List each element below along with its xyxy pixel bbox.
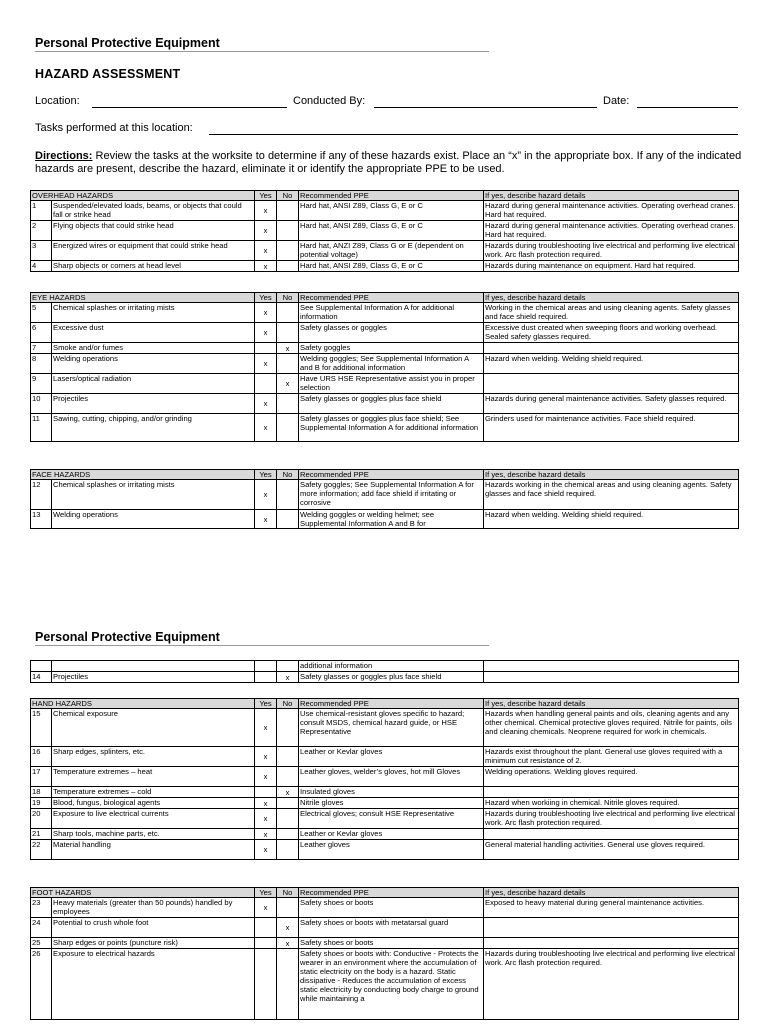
- page-header: Personal Protective Equipment: [35, 36, 220, 50]
- hazard-description: Sharp objects or corners at head level: [52, 261, 255, 272]
- yes-checkbox[interactable]: [255, 918, 277, 938]
- no-checkbox[interactable]: [277, 323, 299, 343]
- yes-checkbox[interactable]: [255, 949, 277, 1020]
- table-row: [31, 898, 739, 918]
- no-checkbox[interactable]: [277, 829, 299, 840]
- form-title: HAZARD ASSESSMENT: [35, 67, 181, 81]
- section-header-row: [31, 191, 739, 201]
- no-checkbox[interactable]: [277, 798, 299, 809]
- table-row: [31, 354, 739, 374]
- table-row: [31, 949, 739, 1020]
- location-label: Location:: [35, 95, 80, 107]
- hazard-details[interactable]: Welding operations. Welding gloves required.: [484, 767, 739, 787]
- hazard-details[interactable]: Hazard when workiing in chemical. Nitrile gloves required.: [484, 798, 739, 809]
- date-label: Date:: [603, 95, 630, 107]
- yes-checkbox[interactable]: x: [255, 394, 277, 414]
- ppe-column-header: Recommended PPE: [299, 888, 484, 898]
- no-checkbox[interactable]: [277, 414, 299, 442]
- row-number: 23: [31, 898, 52, 918]
- no-checkbox[interactable]: x: [277, 374, 299, 394]
- no-checkbox[interactable]: [277, 949, 299, 1020]
- yes-checkbox[interactable]: [255, 938, 277, 949]
- page2-header: Personal Protective Equipment: [35, 630, 220, 644]
- recommended-ppe: Welding goggles; See Supplemental Information A and B for additional information: [299, 354, 484, 374]
- table-row: [31, 394, 739, 414]
- no-checkbox[interactable]: x: [277, 343, 299, 354]
- hazard-details[interactable]: Hazards during troubleshooting live electrical and performing live electrical work. Arc flash protection required.: [484, 241, 739, 261]
- row-number: 2: [31, 221, 52, 241]
- table-row: [31, 709, 739, 747]
- table-row: [31, 261, 739, 272]
- no-checkbox[interactable]: x: [277, 672, 299, 683]
- recommended-ppe: Safety glasses or goggles: [299, 323, 484, 343]
- hazard-details[interactable]: Hazard during general maintenance activities. Operating overhead cranes. Hard hat required.: [484, 221, 739, 241]
- row-number: 7: [31, 343, 52, 354]
- hazard-description: Sharp tools, machine parts, etc.: [52, 829, 255, 840]
- recommended-ppe: Safety shoes or boots with: Conductive - Protects the wearer in an environment where the accumulation of static electricity on the body is a hazard. Static dissipative - Reduces the accumulation of excess static electricity by conducting body charge to ground while maintaining a: [299, 949, 484, 1020]
- recommended-ppe: Hard hat, ANSI Z89, Class G, E or C: [299, 261, 484, 272]
- hazard-details[interactable]: [484, 343, 739, 354]
- location-field[interactable]: [92, 107, 287, 108]
- no-checkbox[interactable]: [277, 201, 299, 221]
- row-number: 24: [31, 918, 52, 938]
- row-number: 26: [31, 949, 52, 1020]
- section-header-row: [31, 470, 739, 480]
- hazard-details[interactable]: Hazards working in the chemical areas and using cleaning agents. Safety glasses and face shield required.: [484, 480, 739, 510]
- recommended-ppe: Leather gloves, welder’s gloves, hot mill Gloves: [299, 767, 484, 787]
- section-title: OVERHEAD HAZARDS: [31, 191, 255, 201]
- yes-checkbox[interactable]: [255, 343, 277, 354]
- row-number: 5: [31, 303, 52, 323]
- table-row: [31, 840, 739, 860]
- hazard-description: Material handling: [52, 840, 255, 860]
- hazard-description: Chemical exposure: [52, 709, 255, 747]
- hazard-description: Heavy materials (greater than 50 pounds) handled by employees: [52, 898, 255, 918]
- conducted-by-field[interactable]: [374, 107, 597, 108]
- section-title: FACE HAZARDS: [31, 470, 255, 480]
- recommended-ppe: Safety glasses or goggles plus face shield; See Supplemental Information A for additional information: [299, 414, 484, 442]
- yes-checkbox[interactable]: x: [255, 241, 277, 261]
- row-number: 3: [31, 241, 52, 261]
- ppe-column-header: Recommended PPE: [299, 191, 484, 201]
- details-column-header: If yes, describe hazard details: [484, 470, 739, 480]
- yes-checkbox[interactable]: x: [255, 840, 277, 860]
- row-number: 21: [31, 829, 52, 840]
- table-row: [31, 323, 739, 343]
- hazard-details[interactable]: Hazard during general maintenance activities. Operating overhead cranes. Hard hat required.: [484, 201, 739, 221]
- face-hazards-continued-table: [30, 660, 739, 683]
- hazard-description: Sharp edges or points (puncture risk): [52, 938, 255, 949]
- hazard-details[interactable]: [484, 787, 739, 798]
- yes-column-header: Yes: [255, 470, 277, 480]
- table-row: [31, 303, 739, 323]
- recommended-ppe: Insulated gloves: [299, 787, 484, 798]
- recommended-ppe: Use chemical-resistant gloves specific to hazard; consult MSDS, chemical hazard guide, or HSE Representative: [299, 709, 484, 747]
- row-number: 16: [31, 747, 52, 767]
- hazard-description: Welding operations: [52, 354, 255, 374]
- no-checkbox[interactable]: [277, 221, 299, 241]
- row-number: 13: [31, 510, 52, 529]
- foot-hazards-table: [30, 887, 739, 1020]
- recommended-ppe: Welding goggles or welding helmet; see Supplemental Information A and B for: [299, 510, 484, 529]
- section-header-row: [31, 699, 739, 709]
- yes-checkbox[interactable]: x: [255, 354, 277, 374]
- date-field[interactable]: [637, 107, 738, 108]
- row-number: 17: [31, 767, 52, 787]
- hazard-details[interactable]: [484, 918, 739, 938]
- table-row: [31, 767, 739, 787]
- no-checkbox[interactable]: [277, 510, 299, 529]
- table-row: [31, 221, 739, 241]
- header-rule: [35, 51, 489, 52]
- hazard-details[interactable]: Grinders used for maintenance activities. Face shield required.: [484, 414, 739, 442]
- table-row: [31, 661, 739, 672]
- row-number: 22: [31, 840, 52, 860]
- row-number: 12: [31, 480, 52, 510]
- recommended-ppe: Safety shoes or boots: [299, 898, 484, 918]
- hazard-details[interactable]: Hazards during troubleshooting live electrical and performing live electrical work. Arc flash protection required.: [484, 809, 739, 829]
- no-checkbox[interactable]: x: [277, 787, 299, 798]
- yes-checkbox[interactable]: x: [255, 709, 277, 747]
- hazard-description: Blood, fungus, biological agents: [52, 798, 255, 809]
- yes-checkbox[interactable]: x: [255, 323, 277, 343]
- recommended-ppe: additional information: [299, 661, 484, 672]
- hazard-details[interactable]: Hazards exist throughout the plant. General use gloves required with a minimum cut resistance of 2.: [484, 747, 739, 767]
- table-row: [31, 747, 739, 767]
- yes-column-header: Yes: [255, 699, 277, 709]
- hazard-description: Sharp edges, splinters, etc.: [52, 747, 255, 767]
- no-column-header: No: [277, 699, 299, 709]
- row-number: 4: [31, 261, 52, 272]
- no-column-header: No: [277, 888, 299, 898]
- yes-checkbox[interactable]: x: [255, 747, 277, 767]
- table-row: [31, 241, 739, 261]
- hazard-description: Lasers/optical radiation: [52, 374, 255, 394]
- row-number: 11: [31, 414, 52, 442]
- row-number: [31, 661, 52, 672]
- row-number: 25: [31, 938, 52, 949]
- recommended-ppe: Safety shoes or boots: [299, 938, 484, 949]
- hazard-details[interactable]: Hazards during general maintenance activities. Safety glasses required.: [484, 394, 739, 414]
- hazard-details[interactable]: Working in the chemical areas and using cleaning agents. Safety glasses and face shield required.: [484, 303, 739, 323]
- hazard-description: Welding operations: [52, 510, 255, 529]
- no-checkbox[interactable]: [277, 709, 299, 747]
- row-number: 19: [31, 798, 52, 809]
- no-checkbox[interactable]: [277, 303, 299, 323]
- row-number: 9: [31, 374, 52, 394]
- yes-checkbox[interactable]: [255, 661, 277, 672]
- section-title: EYE HAZARDS: [31, 293, 255, 303]
- ppe-column-header: Recommended PPE: [299, 293, 484, 303]
- recommended-ppe: Safety goggles: [299, 343, 484, 354]
- recommended-ppe: Safety glasses or goggles plus face shield: [299, 394, 484, 414]
- table-row: [31, 787, 739, 798]
- no-checkbox[interactable]: [277, 354, 299, 374]
- hazard-details[interactable]: [484, 672, 739, 683]
- no-checkbox[interactable]: x: [277, 918, 299, 938]
- hazard-details[interactable]: [484, 661, 739, 672]
- no-checkbox[interactable]: [277, 241, 299, 261]
- table-row: [31, 343, 739, 354]
- yes-column-header: Yes: [255, 191, 277, 201]
- yes-checkbox[interactable]: x: [255, 303, 277, 323]
- yes-checkbox[interactable]: x: [255, 898, 277, 918]
- page2-header-rule: [35, 645, 489, 646]
- yes-checkbox[interactable]: [255, 374, 277, 394]
- table-row: [31, 480, 739, 510]
- face-hazards-table: [30, 469, 739, 529]
- table-row: [31, 809, 739, 829]
- row-number: 8: [31, 354, 52, 374]
- hazard-description: Projectiles: [52, 672, 255, 683]
- yes-column-header: Yes: [255, 293, 277, 303]
- no-checkbox[interactable]: x: [277, 938, 299, 949]
- hazard-details[interactable]: [484, 938, 739, 949]
- hazard-details[interactable]: [484, 374, 739, 394]
- yes-checkbox[interactable]: [255, 787, 277, 798]
- row-number: 18: [31, 787, 52, 798]
- hazard-details[interactable]: Excessive dust created when sweeping floors and working overhead. Sealed safety glasses required.: [484, 323, 739, 343]
- hazard-description: Chemical splashes or irritating mists: [52, 303, 255, 323]
- hazard-details[interactable]: Hazards during troubleshooting live electrical and performing live electrical work. Arc flash protection required.: [484, 949, 739, 1020]
- table-row: [31, 938, 739, 949]
- no-column-header: No: [277, 191, 299, 201]
- recommended-ppe: Leather or Kevlar gloves: [299, 747, 484, 767]
- hazard-description: Smoke and/or fumes: [52, 343, 255, 354]
- table-row: [31, 672, 739, 683]
- no-checkbox[interactable]: [277, 898, 299, 918]
- table-row: [31, 918, 739, 938]
- recommended-ppe: Hard hat, ANZI Z89, Class G or E (dependent on potential voltage): [299, 241, 484, 261]
- section-header-row: [31, 293, 739, 303]
- hazard-description: Sawing, cutting, chipping, and/or grinding: [52, 414, 255, 442]
- yes-checkbox[interactable]: x: [255, 480, 277, 510]
- hazard-description: Temperature extremes – cold: [52, 787, 255, 798]
- yes-checkbox[interactable]: x: [255, 798, 277, 809]
- no-checkbox[interactable]: [277, 747, 299, 767]
- row-number: 15: [31, 709, 52, 747]
- row-number: 10: [31, 394, 52, 414]
- conducted-by-label: Conducted By:: [293, 95, 366, 107]
- yes-checkbox[interactable]: x: [255, 767, 277, 787]
- row-number: 20: [31, 809, 52, 829]
- recommended-ppe: Leather or Kevlar gloves: [299, 829, 484, 840]
- hand-hazards-table: [30, 698, 739, 860]
- details-column-header: If yes, describe hazard details: [484, 191, 739, 201]
- directions-text: Review the tasks at the worksite to determine if any of these hazards exist. Place an “x” in the appropriate box. If any of the indicated hazards are present, describe the hazard, eliminate it or identify the appropriate PPE to be used.: [35, 150, 742, 175]
- yes-checkbox[interactable]: x: [255, 201, 277, 221]
- yes-checkbox[interactable]: x: [255, 414, 277, 442]
- hazard-description: Energized wires or equipment that could strike head: [52, 241, 255, 261]
- recommended-ppe: Hard hat, ANSI Z89, Class G, E or C: [299, 221, 484, 241]
- yes-checkbox[interactable]: x: [255, 809, 277, 829]
- section-title: HAND HAZARDS: [31, 699, 255, 709]
- recommended-ppe: Safety glasses or goggles plus face shield: [299, 672, 484, 683]
- hazard-description: Temperature extremes – heat: [52, 767, 255, 787]
- recommended-ppe: Leather gloves: [299, 840, 484, 860]
- details-column-header: If yes, describe hazard details: [484, 888, 739, 898]
- overhead-hazards-table: [30, 190, 739, 272]
- details-column-header: If yes, describe hazard details: [484, 293, 739, 303]
- details-column-header: If yes, describe hazard details: [484, 699, 739, 709]
- yes-checkbox[interactable]: x: [255, 261, 277, 272]
- hazard-description: Exposure to live electrical currents: [52, 809, 255, 829]
- recommended-ppe: Hard hat, ANSI Z89, Class G, E or C: [299, 201, 484, 221]
- yes-column-header: Yes: [255, 888, 277, 898]
- yes-checkbox[interactable]: x: [255, 221, 277, 241]
- hazard-description: Chemical splashes or irritating mists: [52, 480, 255, 510]
- tasks-field[interactable]: [209, 134, 738, 135]
- ppe-column-header: Recommended PPE: [299, 470, 484, 480]
- hazard-details[interactable]: [484, 829, 739, 840]
- hazard-details[interactable]: Hazards during maintenance on equipment. Hard hat required.: [484, 261, 739, 272]
- directions: [35, 150, 745, 176]
- row-number: 6: [31, 323, 52, 343]
- table-row: [31, 374, 739, 394]
- recommended-ppe: Safety shoes or boots with metatarsal guard: [299, 918, 484, 938]
- table-row: [31, 201, 739, 221]
- no-checkbox[interactable]: [277, 261, 299, 272]
- hazard-details[interactable]: Hazard when welding. Welding shield required.: [484, 354, 739, 374]
- hazard-description: Excessive dust: [52, 323, 255, 343]
- no-checkbox[interactable]: [277, 661, 299, 672]
- table-row: [31, 829, 739, 840]
- hazard-description: Projectiles: [52, 394, 255, 414]
- hazard-details[interactable]: Hazard when welding. Welding shield required.: [484, 510, 739, 529]
- section-header-row: [31, 888, 739, 898]
- yes-checkbox[interactable]: [255, 672, 277, 683]
- hazard-description: Potential to crush whole foot: [52, 918, 255, 938]
- no-checkbox[interactable]: [277, 480, 299, 510]
- table-row: [31, 510, 739, 529]
- hazard-details[interactable]: Exposed to heavy material during general maintenance activities.: [484, 898, 739, 918]
- yes-checkbox[interactable]: x: [255, 510, 277, 529]
- recommended-ppe: Nitrile gloves: [299, 798, 484, 809]
- no-checkbox[interactable]: [277, 767, 299, 787]
- hazard-description: [52, 661, 255, 672]
- hazard-description: Flying objects that could strike head: [52, 221, 255, 241]
- section-title: FOOT HAZARDS: [31, 888, 255, 898]
- table-row: [31, 414, 739, 442]
- hazard-description: Exposure to electrical hazards: [52, 949, 255, 1020]
- yes-checkbox[interactable]: x: [255, 829, 277, 840]
- no-checkbox[interactable]: [277, 840, 299, 860]
- tasks-label: Tasks performed at this location:: [35, 122, 193, 134]
- no-column-header: No: [277, 293, 299, 303]
- recommended-ppe: Safety goggles; See Supplemental Information A for more information; add face shield if irritating or corrosive: [299, 480, 484, 510]
- row-number: 14: [31, 672, 52, 683]
- directions-label: Directions:: [35, 150, 93, 162]
- no-checkbox[interactable]: [277, 394, 299, 414]
- hazard-details[interactable]: General material handling activities. General use gloves required.: [484, 840, 739, 860]
- no-column-header: No: [277, 470, 299, 480]
- recommended-ppe: Electrical gloves; consult HSE Representative: [299, 809, 484, 829]
- eye-hazards-table: [30, 292, 739, 442]
- recommended-ppe: See Supplemental Information A for additional information: [299, 303, 484, 323]
- hazard-description: Suspended/elevated loads, beams, or objects that could fall or strike head: [52, 201, 255, 221]
- recommended-ppe: Have URS HSE Representative assist you in proper selection: [299, 374, 484, 394]
- no-checkbox[interactable]: [277, 809, 299, 829]
- hazard-details[interactable]: Hazards when handling general paints and oils, cleaning agents and any other chemical. Chemical protective gloves required. Nitrile for paints, oils and cleaning chemicals. Neoprene required for work in chemicals.: [484, 709, 739, 747]
- ppe-column-header: Recommended PPE: [299, 699, 484, 709]
- table-row: [31, 798, 739, 809]
- row-number: 1: [31, 201, 52, 221]
